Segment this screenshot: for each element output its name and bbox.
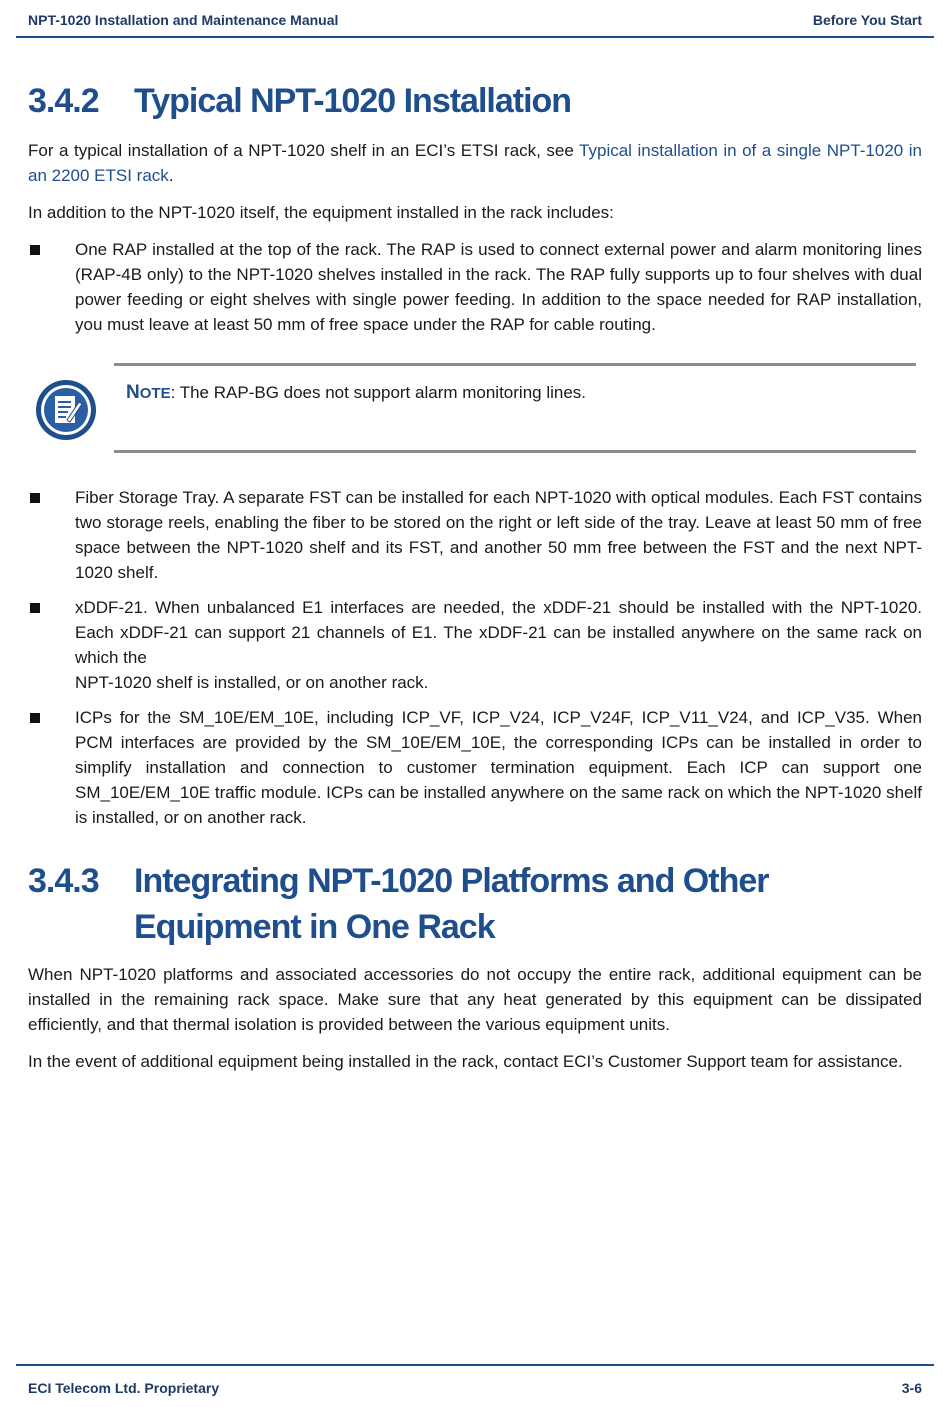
list-item-text-cont: NPT-1020 shelf is installed, or on another rack. (75, 673, 429, 692)
intro-period: . (168, 166, 174, 185)
square-bullet-icon (30, 603, 40, 613)
equipment-list-1 (28, 237, 922, 337)
list-item-text: Fiber Storage Tray. A separate FST can be installed for each NPT-1020 with optical modules. Each FST contains two storage reels, enabling the fiber to be stored on the right or left side of the tray. Leave at least 50 mm of free space between the NPT-1020 shelf and its FST, and another 50 mm free between the FST and the next NPT-1020 shelf. (75, 488, 922, 582)
section-title: Integrating NPT-1020 Platforms and Other Equipment in One Rack (134, 862, 769, 946)
section-title: Typical NPT-1020 Installation (134, 82, 572, 120)
equipment-intro: In addition to the NPT-1020 itself, the equipment installed in the rack includes: (28, 203, 614, 222)
figure-link[interactable]: Typical installation in of a single NPT-1020 in an 2200 ETSI rack (28, 141, 922, 185)
section-heading-3-4-2 (28, 78, 922, 124)
note-label-first: N (126, 382, 140, 403)
list-item-icp (28, 705, 922, 830)
equipment-list-2 (28, 485, 922, 830)
support-paragraph: In the event of additional equipment being installed in the rack, contact ECI’s Customer Support team for assistance. (28, 1052, 903, 1071)
section-number: 3.4.2 (28, 82, 99, 120)
note-label (126, 382, 171, 403)
square-bullet-icon (30, 245, 40, 255)
list-item-text: One RAP installed at the top of the rack. The RAP is used to connect external power and alarm monitoring lines (RAP-4B only) to the NPT-1020 shelves installed in the rack. The RAP fully supports up to four shelves with dual power feeding or eight shelves with single power feeding. In addition to the space needed for RAP installation, you must leave at least 50 mm of free space under the RAP for cable routing. (75, 240, 922, 334)
list-item-text: xDDF-21. When unbalanced E1 interfaces are needed, the xDDF-21 should be installed with the NPT-1020. Each xDDF-21 can support 21 channels of E1. The xDDF-21 can be installed anywhere on the same rack on which the (75, 598, 922, 667)
header-section: Before You Start (812, 12, 922, 28)
list-item-fst (28, 485, 922, 585)
integration-paragraph: When NPT-1020 platforms and associated accessories do not occupy the entire rack, additional equipment can be installed in the remaining rack space. Make sure that any heat generated by this equipment can be dissipated efficiently, and that thermal isolation is provided between the various equipment units. (28, 965, 922, 1034)
note-body: : The RAP-BG does not support alarm monitoring lines. (170, 383, 587, 402)
note-label-rest: OTE (139, 385, 171, 402)
intro-text: For a typical installation of a NPT-1020 shelf in an ECI’s ETSI rack, see (28, 141, 580, 160)
header-title: NPT-1020 Installation and Maintenance Manual (28, 12, 339, 28)
page-number: 3-6 (901, 1380, 922, 1396)
note-text (126, 382, 586, 404)
footer-rule (16, 1364, 934, 1366)
square-bullet-icon (30, 493, 40, 503)
note-pencil-icon (34, 378, 98, 442)
list-item-xddf (28, 595, 922, 695)
section-number: 3.4.3 (28, 862, 99, 900)
intro-paragraph (28, 138, 922, 188)
note-box (114, 363, 916, 453)
section-heading-3-4-3 (28, 858, 922, 950)
list-item-text: ICPs for the SM_10E/EM_10E, including ICP_VF, ICP_V24, ICP_V24F, ICP_V11_V24, and ICP_V35. When PCM interfaces are provided by the SM_10E/EM_10E, the corresponding ICPs can be installed in order to simplify installation and connection to customer termination equipment. Each ICP can support one SM_10E/EM_10E traffic module. ICPs can be installed anywhere on the same rack on which the NPT-1020 shelf is installed, or on another rack. (75, 708, 922, 827)
list-item-rap (28, 237, 922, 337)
page-content (28, 78, 922, 1086)
square-bullet-icon (30, 713, 40, 723)
header-rule (16, 36, 934, 38)
footer-proprietary: ECI Telecom Ltd. Proprietary (28, 1380, 220, 1396)
